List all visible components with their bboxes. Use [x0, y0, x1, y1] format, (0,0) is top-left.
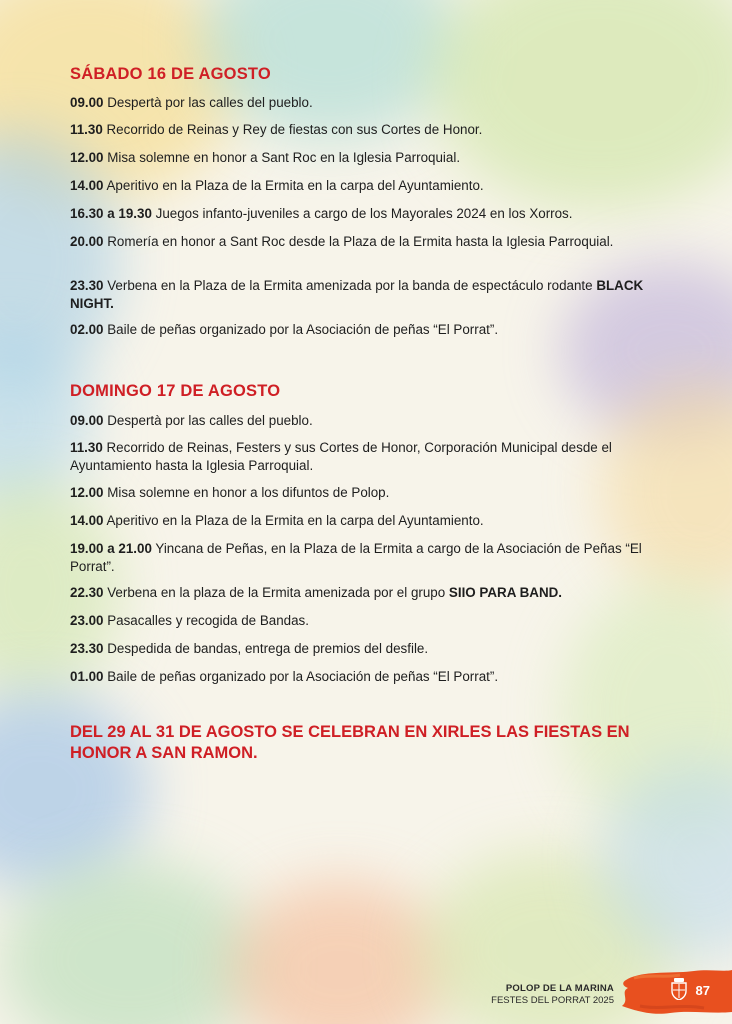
- schedule-item: 23.30 Despedida de bandas, entrega de premios del desfile.: [70, 641, 429, 656]
- band-name: SIIO PARA BAND.: [448, 585, 563, 600]
- schedule-item: 23.00 Pasacalles y recogida de Bandas.: [70, 613, 309, 628]
- xirles-fiestas-notice: DEL 29 AL 31 DE AGOSTO SE CELEBRAN EN XIRLES LAS FIESTAS EN HONOR A SAN RAMON.: [70, 723, 630, 762]
- schedule-item: 09.00 Despertà por las calles del pueblo.: [70, 95, 313, 110]
- schedule-item: 02.00 Baile de peñas organizado por la Asociación de peñas “El Porrat”.: [70, 322, 499, 337]
- schedule-item: 09.00 Despertà por las calles del pueblo.: [70, 413, 313, 428]
- section-title-saturday: SÁBADO 16 DE AGOSTO: [70, 65, 271, 83]
- schedule-item: 16.30 a 19.30 Juegos infanto-juveniles a cargo de los Mayorales 2024 en los Xorros.: [70, 206, 573, 221]
- schedule-item: 11.30 Recorrido de Reinas y Rey de fiestas con sus Cortes de Honor.: [70, 122, 483, 137]
- footer-town-name: POLOP DE LA MARINA: [505, 983, 614, 994]
- schedule-item: 23.30 Verbena en la Plaza de la Ermita amenizada por la banda de espectáculo rodante BLACK NIGHT.: [70, 278, 644, 311]
- schedule-item: 20.00 Romería en honor a Sant Roc desde la Plaza de la Ermita hasta la Iglesia Parroquial.: [70, 234, 614, 249]
- schedule-item: 22.30 Verbena en la plaza de la Ermita amenizada por el grupo SIIO PARA BAND.: [70, 585, 563, 600]
- page-number: 87: [695, 983, 710, 998]
- schedule-item: 12.00 Misa solemne en honor a Sant Roc en la Iglesia Parroquial.: [70, 150, 461, 165]
- schedule-item: 01.00 Baile de peñas organizado por la Asociación de peñas “El Porrat”.: [70, 669, 499, 684]
- schedule-item: 11.30 Recorrido de Reinas, Festers y sus Cortes de Honor, Corporación Municipal desde el Ayuntamiento hasta la Iglesia Parroquial.: [70, 440, 612, 473]
- schedule-item: 12.00 Misa solemne en honor a los difuntos de Polop.: [70, 485, 390, 500]
- footer-festival-name: FESTES DEL PORRAT 2025: [491, 995, 614, 1006]
- schedule-item: 14.00 Aperitivo en la Plaza de la Ermita en la carpa del Ayuntamiento.: [70, 513, 484, 528]
- band-name: BLACK NIGHT.: [70, 278, 644, 311]
- section-title-sunday: DOMINGO 17 DE AGOSTO: [70, 382, 281, 400]
- schedule-item: 19.00 a 21.00 Yincana de Peñas, en la Plaza de la Ermita a cargo de la Asociación de Peñas “El Porrat”.: [70, 541, 642, 574]
- schedule-item: 14.00 Aperitivo en la Plaza de la Ermita en la carpa del Ayuntamiento.: [70, 178, 484, 193]
- coat-of-arms-icon: [670, 978, 688, 1000]
- publication-footer: [491, 983, 614, 1007]
